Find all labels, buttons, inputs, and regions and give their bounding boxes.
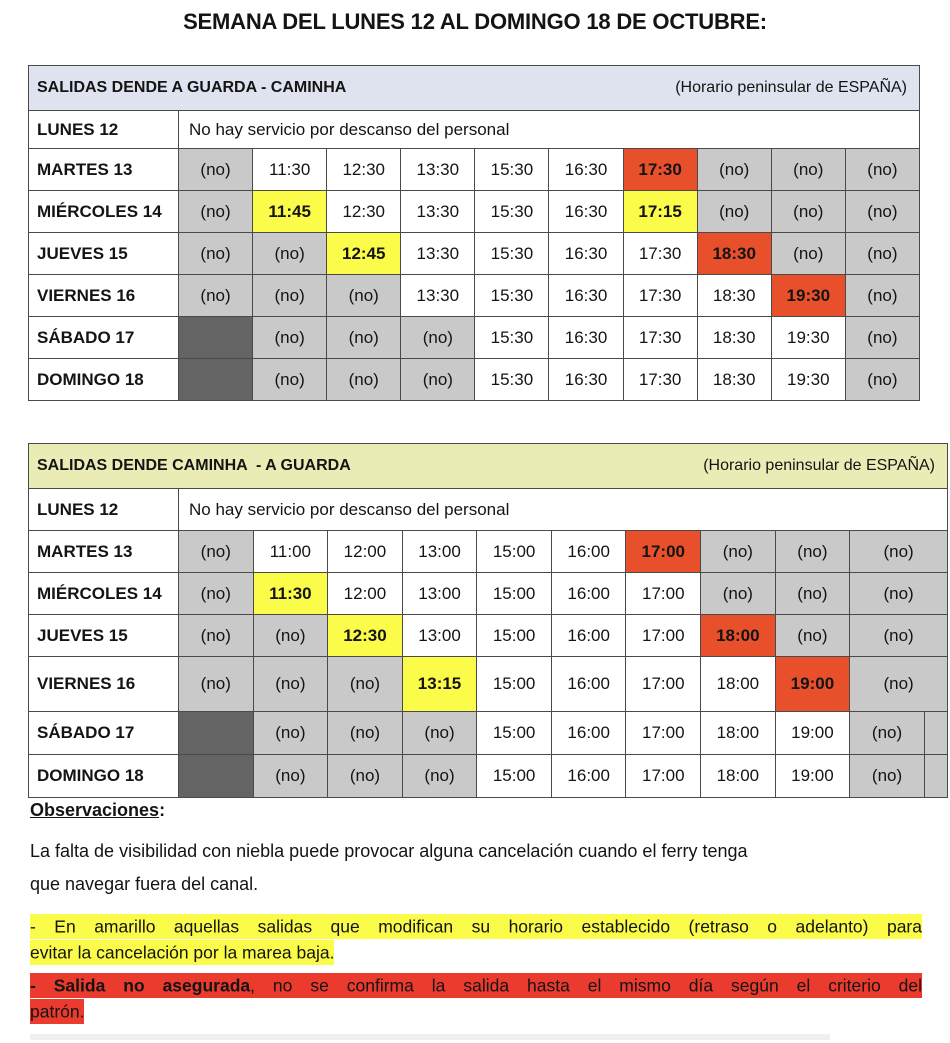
schedule-row bbox=[29, 573, 948, 615]
unassured-departure-time-cell: 17:30 bbox=[623, 149, 697, 191]
no-departure-cell: (no) bbox=[253, 755, 328, 798]
no-departure-cell: (no) bbox=[697, 149, 771, 191]
schedule-row bbox=[29, 149, 920, 191]
day-cell: MIÉRCOLES 14 bbox=[29, 573, 179, 615]
departure-time-cell: 16:00 bbox=[551, 573, 626, 615]
no-service-message: No hay servicio por descanso del personal bbox=[179, 111, 920, 149]
no-departure-cell: (no) bbox=[328, 755, 403, 798]
departure-time-cell: 17:30 bbox=[623, 317, 697, 359]
departure-time-cell: 16:30 bbox=[549, 317, 623, 359]
no-departure-cell: (no) bbox=[253, 615, 328, 657]
filler-cell bbox=[924, 712, 947, 755]
no-departure-cell: (no) bbox=[771, 149, 845, 191]
departure-time-cell: 17:00 bbox=[626, 755, 701, 798]
day-cell: LUNES 12 bbox=[29, 489, 179, 531]
red-legend-note: - Salida no asegurada, no se confirma la salida hasta el mismo día según el criterio del patrón. bbox=[30, 972, 922, 1024]
modified-departure-time-cell: 11:45 bbox=[253, 191, 327, 233]
modified-departure-time-cell: 12:45 bbox=[327, 233, 401, 275]
no-departure-cell: (no) bbox=[179, 275, 253, 317]
departure-time-cell: 11:30 bbox=[253, 149, 327, 191]
departure-time-cell: 17:00 bbox=[626, 712, 701, 755]
schedule-row bbox=[29, 317, 920, 359]
departures-table-aguarda-to-caminha bbox=[28, 65, 920, 401]
departure-time-cell: 18:00 bbox=[701, 712, 776, 755]
no-departure-cell: (no) bbox=[850, 531, 948, 573]
departure-time-cell: 16:30 bbox=[549, 191, 623, 233]
unassured-departure-time-cell: 19:30 bbox=[771, 275, 845, 317]
closed-cell bbox=[179, 317, 253, 359]
no-departure-cell: (no) bbox=[328, 657, 403, 712]
departure-time-cell: 16:30 bbox=[549, 149, 623, 191]
no-departure-cell: (no) bbox=[253, 275, 327, 317]
schedule-row bbox=[29, 531, 948, 573]
day-cell: DOMINGO 18 bbox=[29, 359, 179, 401]
no-departure-cell: (no) bbox=[850, 657, 948, 712]
day-cell: JUEVES 15 bbox=[29, 615, 179, 657]
day-cell: VIERNES 16 bbox=[29, 657, 179, 712]
departure-time-cell: 15:30 bbox=[475, 149, 549, 191]
departure-time-cell: 16:00 bbox=[551, 755, 626, 798]
no-departure-cell: (no) bbox=[327, 317, 401, 359]
departure-time-cell: 15:30 bbox=[475, 317, 549, 359]
schedule-row bbox=[29, 233, 920, 275]
schedule-row bbox=[29, 755, 948, 798]
day-cell: MARTES 13 bbox=[29, 149, 179, 191]
no-departure-cell: (no) bbox=[402, 755, 477, 798]
no-departure-cell: (no) bbox=[327, 359, 401, 401]
filler-cell bbox=[924, 755, 947, 798]
no-departure-cell: (no) bbox=[850, 712, 925, 755]
no-departure-cell: (no) bbox=[179, 233, 253, 275]
schedule-row bbox=[29, 191, 920, 233]
no-departure-cell: (no) bbox=[253, 233, 327, 275]
yellow-legend-note: - En amarillo aquellas salidas que modifican su horario establecido (retraso o adelanto) para evitar la cancelación por la marea baja. bbox=[30, 913, 922, 965]
no-departure-cell: (no) bbox=[697, 191, 771, 233]
departure-time-cell: 17:30 bbox=[623, 233, 697, 275]
observations-section bbox=[30, 800, 922, 1024]
day-cell: VIERNES 16 bbox=[29, 275, 179, 317]
row-no-service bbox=[29, 489, 948, 531]
departure-time-cell: 13:30 bbox=[401, 233, 475, 275]
no-departure-cell: (no) bbox=[179, 191, 253, 233]
fog-warning-paragraph: La falta de visibilidad con niebla puede provocar alguna cancelación cuando el ferry tenga que navegar fuera del canal. bbox=[30, 841, 748, 894]
departures-table-caminha-to-aguarda bbox=[28, 443, 948, 798]
departure-time-cell: 13:30 bbox=[401, 191, 475, 233]
unassured-departure-time-cell: 18:00 bbox=[701, 615, 776, 657]
departure-time-cell: 19:00 bbox=[775, 755, 850, 798]
no-departure-cell: (no) bbox=[179, 615, 254, 657]
departure-time-cell: 12:00 bbox=[328, 531, 403, 573]
schedule-row bbox=[29, 657, 948, 712]
no-departure-cell: (no) bbox=[701, 531, 776, 573]
day-cell: SÁBADO 17 bbox=[29, 712, 179, 755]
departure-time-cell: 13:00 bbox=[402, 615, 477, 657]
departure-time-cell: 12:00 bbox=[328, 573, 403, 615]
unassured-departure-time-cell: 18:30 bbox=[697, 233, 771, 275]
closed-cell bbox=[179, 712, 254, 755]
departure-time-cell: 17:00 bbox=[626, 615, 701, 657]
no-departure-cell: (no) bbox=[775, 531, 850, 573]
day-cell: LUNES 12 bbox=[29, 111, 179, 149]
day-cell: MIÉRCOLES 14 bbox=[29, 191, 179, 233]
departure-time-cell: 15:00 bbox=[477, 573, 552, 615]
departure-time-cell: 16:00 bbox=[551, 615, 626, 657]
departure-time-cell: 16:00 bbox=[551, 712, 626, 755]
departure-time-cell: 19:30 bbox=[771, 317, 845, 359]
table-header-row bbox=[29, 66, 920, 111]
day-cell: SÁBADO 17 bbox=[29, 317, 179, 359]
departure-time-cell: 15:00 bbox=[477, 531, 552, 573]
no-departure-cell: (no) bbox=[845, 275, 919, 317]
no-departure-cell: (no) bbox=[850, 573, 948, 615]
no-departure-cell: (no) bbox=[845, 233, 919, 275]
day-cell: MARTES 13 bbox=[29, 531, 179, 573]
departure-time-cell: 12:30 bbox=[327, 149, 401, 191]
no-departure-cell: (no) bbox=[845, 191, 919, 233]
departure-time-cell: 18:30 bbox=[697, 275, 771, 317]
no-departure-cell: (no) bbox=[701, 573, 776, 615]
departure-time-cell: 18:00 bbox=[701, 657, 776, 712]
no-departure-cell: (no) bbox=[253, 712, 328, 755]
no-departure-cell: (no) bbox=[775, 615, 850, 657]
departure-time-cell: 13:00 bbox=[402, 573, 477, 615]
unassured-departure-time-cell: 17:00 bbox=[626, 531, 701, 573]
no-service-message: No hay servicio por descanso del personal bbox=[179, 489, 948, 531]
departure-time-cell: 17:30 bbox=[623, 275, 697, 317]
no-departure-cell: (no) bbox=[845, 359, 919, 401]
no-departure-cell: (no) bbox=[771, 233, 845, 275]
unassured-departure-time-cell: 19:00 bbox=[775, 657, 850, 712]
departure-time-cell: 13:30 bbox=[401, 149, 475, 191]
table-title: SALIDAS DENDE CAMINHA - A GUARDA bbox=[37, 457, 351, 474]
day-cell: DOMINGO 18 bbox=[29, 755, 179, 798]
schedule-row bbox=[29, 712, 948, 755]
no-departure-cell: (no) bbox=[401, 359, 475, 401]
departure-time-cell: 18:30 bbox=[697, 359, 771, 401]
no-departure-cell: (no) bbox=[253, 317, 327, 359]
no-departure-cell: (no) bbox=[327, 275, 401, 317]
page-title: SEMANA DEL LUNES 12 AL DOMINGO 18 DE OCTUBRE: bbox=[183, 9, 767, 34]
schedule-row bbox=[29, 275, 920, 317]
departure-time-cell: 18:00 bbox=[701, 755, 776, 798]
departure-time-cell: 16:00 bbox=[551, 657, 626, 712]
day-cell: JUEVES 15 bbox=[29, 233, 179, 275]
modified-departure-time-cell: 13:15 bbox=[402, 657, 477, 712]
no-departure-cell: (no) bbox=[179, 531, 254, 573]
departure-time-cell: 15:00 bbox=[477, 755, 552, 798]
departure-time-cell: 16:30 bbox=[549, 275, 623, 317]
no-departure-cell: (no) bbox=[401, 317, 475, 359]
bottom-cutoff-strip bbox=[30, 1034, 830, 1040]
departure-time-cell: 15:00 bbox=[477, 712, 552, 755]
no-departure-cell: (no) bbox=[179, 573, 254, 615]
departure-time-cell: 16:30 bbox=[549, 233, 623, 275]
observations-heading: Observaciones: bbox=[30, 800, 166, 820]
timezone-note: (Horario peninsular de ESPAÑA) bbox=[675, 79, 907, 96]
departure-time-cell: 12:30 bbox=[327, 191, 401, 233]
table-title: SALIDAS DENDE A GUARDA - CAMINHA bbox=[37, 79, 347, 96]
no-departure-cell: (no) bbox=[771, 191, 845, 233]
row-no-service bbox=[29, 111, 920, 149]
no-departure-cell: (no) bbox=[328, 712, 403, 755]
no-departure-cell: (no) bbox=[850, 755, 925, 798]
departure-time-cell: 18:30 bbox=[697, 317, 771, 359]
schedule-row bbox=[29, 615, 948, 657]
no-departure-cell: (no) bbox=[402, 712, 477, 755]
closed-cell bbox=[179, 359, 253, 401]
departure-time-cell: 15:30 bbox=[475, 191, 549, 233]
departure-time-cell: 17:00 bbox=[626, 657, 701, 712]
departure-time-cell: 15:00 bbox=[477, 615, 552, 657]
timezone-note: (Horario peninsular de ESPAÑA) bbox=[703, 457, 935, 474]
departure-time-cell: 13:00 bbox=[402, 531, 477, 573]
departure-time-cell: 16:30 bbox=[549, 359, 623, 401]
departure-time-cell: 11:00 bbox=[253, 531, 328, 573]
departure-time-cell: 13:30 bbox=[401, 275, 475, 317]
no-departure-cell: (no) bbox=[179, 149, 253, 191]
departure-time-cell: 15:00 bbox=[477, 657, 552, 712]
departure-time-cell: 17:00 bbox=[626, 573, 701, 615]
modified-departure-time-cell: 12:30 bbox=[328, 615, 403, 657]
departure-time-cell: 15:30 bbox=[475, 275, 549, 317]
no-departure-cell: (no) bbox=[775, 573, 850, 615]
departure-time-cell: 17:30 bbox=[623, 359, 697, 401]
schedule-row bbox=[29, 359, 920, 401]
departure-time-cell: 15:30 bbox=[475, 359, 549, 401]
departure-time-cell: 19:00 bbox=[775, 712, 850, 755]
departure-time-cell: 15:30 bbox=[475, 233, 549, 275]
table-header-row bbox=[29, 444, 948, 489]
departure-time-cell: 19:30 bbox=[771, 359, 845, 401]
no-departure-cell: (no) bbox=[845, 317, 919, 359]
no-departure-cell: (no) bbox=[845, 149, 919, 191]
modified-departure-time-cell: 17:15 bbox=[623, 191, 697, 233]
no-departure-cell: (no) bbox=[253, 359, 327, 401]
no-departure-cell: (no) bbox=[179, 657, 254, 712]
no-departure-cell: (no) bbox=[253, 657, 328, 712]
modified-departure-time-cell: 11:30 bbox=[253, 573, 328, 615]
closed-cell bbox=[179, 755, 254, 798]
departure-time-cell: 16:00 bbox=[551, 531, 626, 573]
no-departure-cell: (no) bbox=[850, 615, 948, 657]
